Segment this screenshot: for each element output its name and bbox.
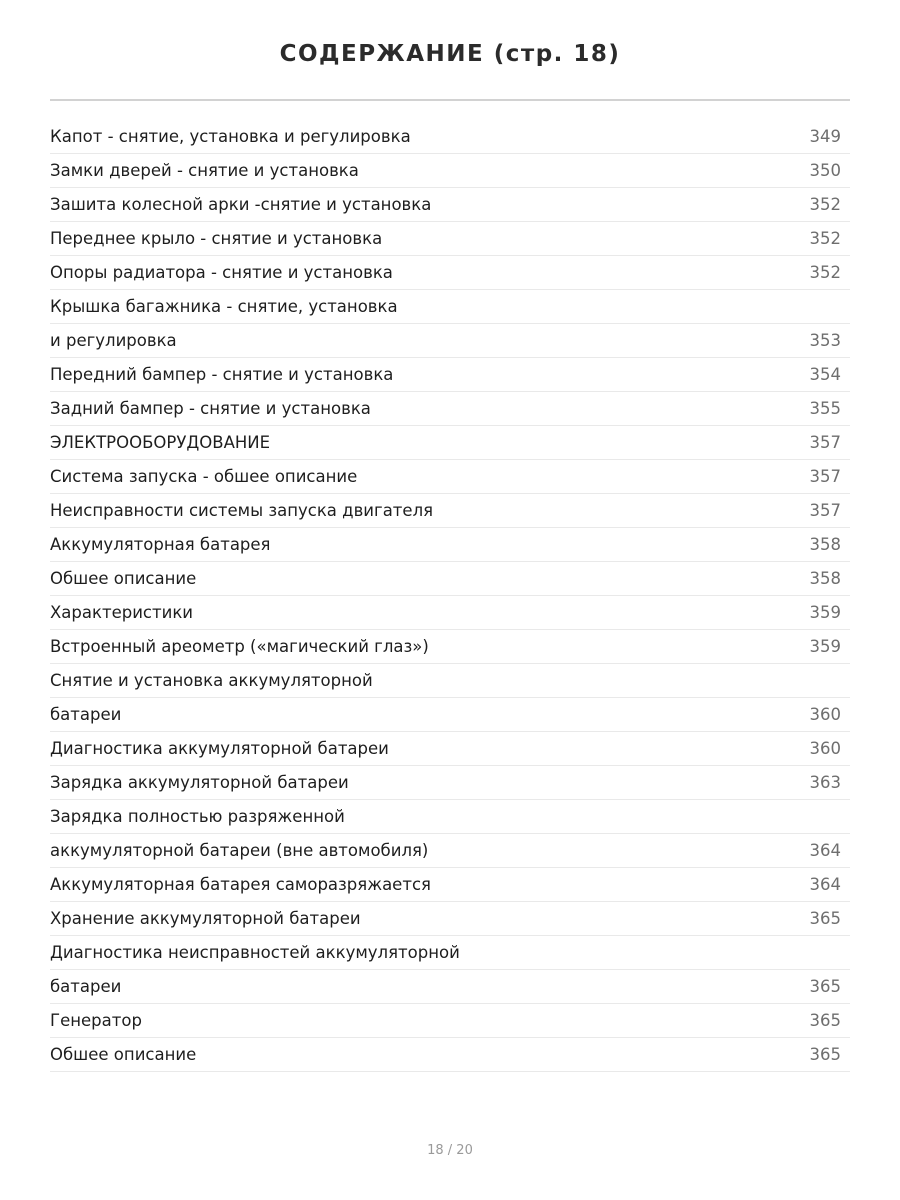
toc-entry-label: Встроенный ареометр («магический глаз») <box>50 637 429 656</box>
toc-entry <box>50 154 850 188</box>
toc-entry <box>50 1004 850 1038</box>
toc-entry-page-number: 365 <box>809 1011 841 1030</box>
toc-entry-label: Диагностика неисправностей аккумуляторной <box>50 943 460 962</box>
toc-entry-label: Снятие и установка аккумуляторной <box>50 671 373 690</box>
toc-entry <box>50 392 850 426</box>
toc-entry-label: Аккумуляторная батарея саморазряжается <box>50 875 431 894</box>
page-title: СОДЕРЖАНИЕ (стр. 18) <box>279 41 621 67</box>
table-of-contents <box>50 120 850 1072</box>
toc-entry-label: Обшее описание <box>50 1045 197 1064</box>
toc-entry-label: Диагностика аккумуляторной батареи <box>50 739 389 758</box>
toc-entry-label: Хранение аккумуляторной батареи <box>50 909 361 928</box>
toc-entry <box>50 324 850 358</box>
toc-entry <box>50 120 850 154</box>
toc-entry <box>50 732 850 766</box>
toc-entry <box>50 868 850 902</box>
toc-entry-label: Капот - снятие, установка и регулировка <box>50 127 411 146</box>
toc-entry-page-number: 357 <box>809 433 841 452</box>
toc-entry <box>50 800 850 834</box>
toc-entry <box>50 766 850 800</box>
toc-entry-label: Задний бампер - снятие и установка <box>50 399 371 418</box>
toc-entry-label: Зарядка полностью разряженной <box>50 807 345 826</box>
toc-entry-page-number: 363 <box>809 773 841 792</box>
toc-entry-page-number: 355 <box>809 399 841 418</box>
toc-entry-page-number: 352 <box>809 263 841 282</box>
toc-entry-page-number: 365 <box>809 1045 841 1064</box>
toc-entry-label: Система запуска - обшее описание <box>50 467 358 486</box>
toc-entry <box>50 698 850 732</box>
toc-entry-page-number: 354 <box>809 365 841 384</box>
title-divider <box>50 99 850 101</box>
toc-entry-page-number: 358 <box>809 535 841 554</box>
toc-entry-label: батареи <box>50 705 122 724</box>
toc-entry-label: батареи <box>50 977 122 996</box>
toc-entry <box>50 970 850 1004</box>
toc-entry-page-number: 364 <box>809 875 841 894</box>
toc-entry-page-number: 360 <box>809 739 841 758</box>
toc-entry <box>50 528 850 562</box>
toc-entry-page-number: 357 <box>809 501 841 520</box>
toc-entry-label: Аккумуляторная батарея <box>50 535 271 554</box>
toc-entry-page-number: 365 <box>809 909 841 928</box>
toc-entry <box>50 358 850 392</box>
toc-entry-page-number: 357 <box>809 467 841 486</box>
toc-entry-page-number: 349 <box>809 127 841 146</box>
toc-entry <box>50 460 850 494</box>
toc-entry-page-number: 350 <box>809 161 841 180</box>
toc-entry <box>50 290 850 324</box>
toc-entry-label: Переднее крыло - снятие и установка <box>50 229 383 248</box>
toc-entry <box>50 188 850 222</box>
toc-entry-label: Зашита колесной арки -снятие и установка <box>50 195 432 214</box>
toc-entry-label: Обшее описание <box>50 569 197 588</box>
toc-entry-label: Зарядка аккумуляторной батареи <box>50 773 349 792</box>
toc-entry-label: ЭЛЕКТРООБОРУДОВАНИЕ <box>50 433 271 452</box>
toc-entry <box>50 596 850 630</box>
toc-entry <box>50 426 850 460</box>
toc-entry-page-number: 358 <box>809 569 841 588</box>
toc-entry <box>50 902 850 936</box>
toc-entry-page-number: 359 <box>809 637 841 656</box>
toc-entry-page-number: 352 <box>809 229 841 248</box>
toc-entry-label: Неисправности системы запуска двигателя <box>50 501 434 520</box>
toc-entry-page-number: 360 <box>809 705 841 724</box>
toc-entry-page-number: 364 <box>809 841 841 860</box>
toc-entry <box>50 630 850 664</box>
toc-entry-label: Характеристики <box>50 603 194 622</box>
toc-entry <box>50 222 850 256</box>
toc-entry-label: Крышка багажника - снятие, установка <box>50 297 398 316</box>
toc-entry-label: Замки дверей - снятие и установка <box>50 161 359 180</box>
toc-entry-page-number: 353 <box>809 331 841 350</box>
toc-entry <box>50 256 850 290</box>
page-indicator: 18 / 20 <box>427 1143 473 1158</box>
toc-entry-label: Генератор <box>50 1011 142 1030</box>
toc-entry-page-number: 352 <box>809 195 841 214</box>
toc-entry <box>50 494 850 528</box>
toc-entry-label: Передний бампер - снятие и установка <box>50 365 394 384</box>
toc-entry-page-number: 365 <box>809 977 841 996</box>
toc-entry <box>50 834 850 868</box>
toc-entry-label: аккумуляторной батареи (вне автомобиля) <box>50 841 429 860</box>
toc-entry-label: Опоры радиатора - снятие и установка <box>50 263 393 282</box>
toc-entry <box>50 936 850 970</box>
toc-entry <box>50 1038 850 1072</box>
toc-entry-page-number: 359 <box>809 603 841 622</box>
toc-entry-label: и регулировка <box>50 331 177 350</box>
toc-entry <box>50 562 850 596</box>
toc-entry <box>50 664 850 698</box>
